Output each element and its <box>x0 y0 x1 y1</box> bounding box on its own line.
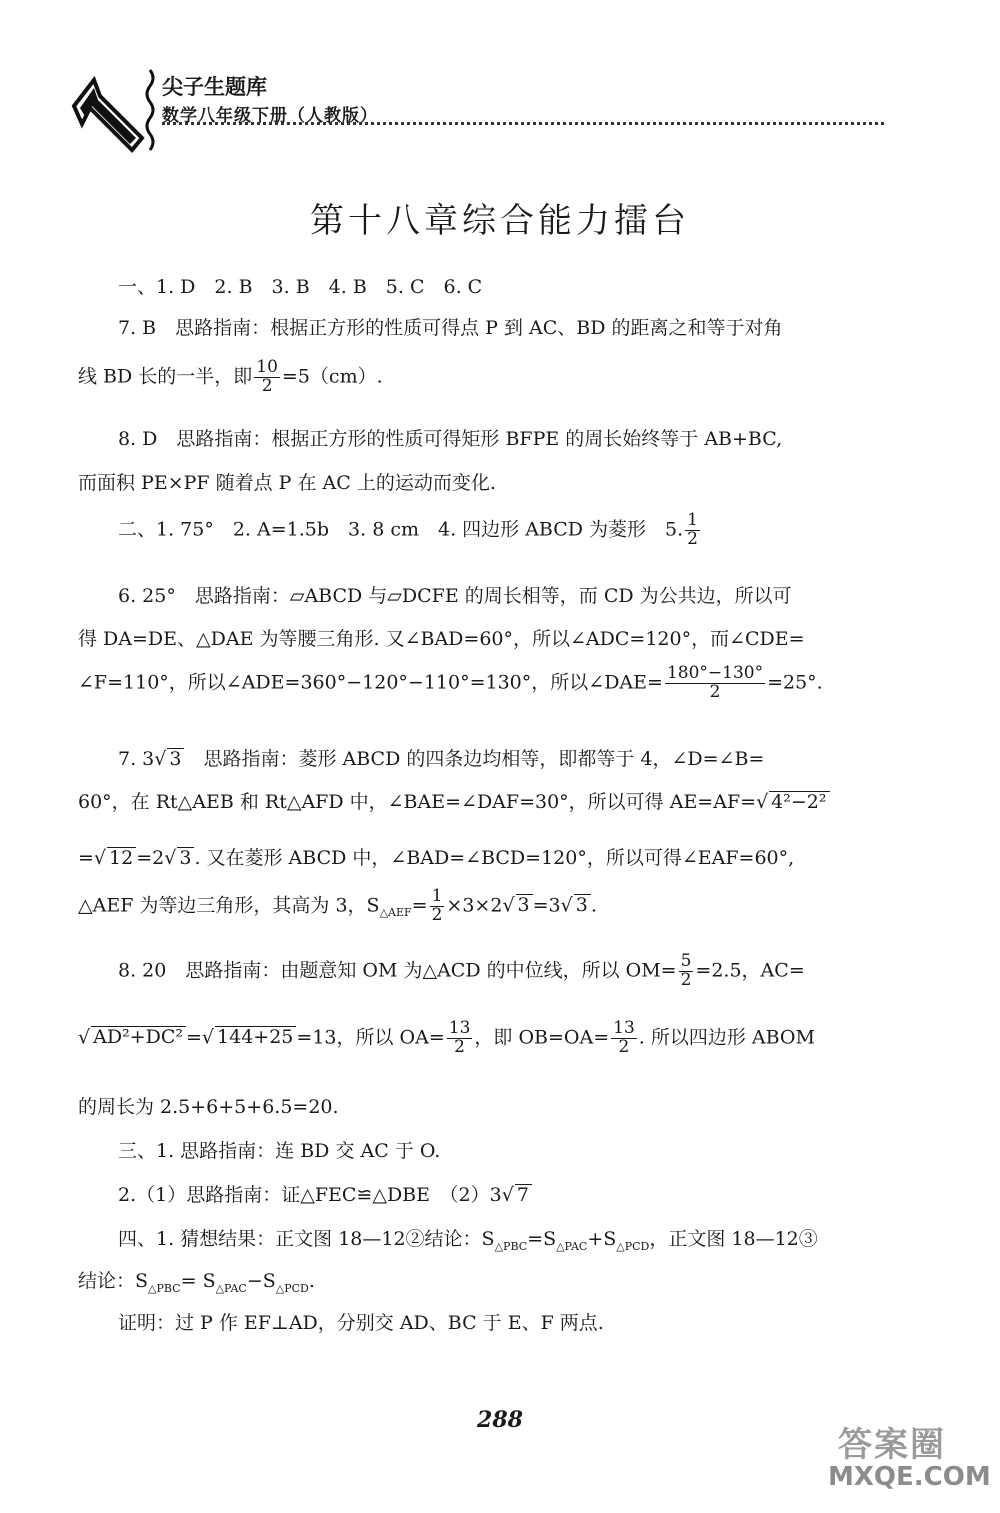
answer-line-8: 得 DA=DE、△DAE 为等腰三角形. 又∠BAD=60°，所以∠ADC=120°，而∠CDE= <box>78 628 805 650</box>
answer-line-21: 证明：过 P 作 EF⊥AD，分别交 AD、BC 于 E、F 两点. <box>118 1312 604 1334</box>
page-number: 288 <box>477 1407 523 1433</box>
answer-line-9: ∠F=110°，所以∠ADE=360°−120°−110°=130°，所以∠DAE= $\frac{180^\circ-130^\circ}{2}$ =25°. <box>78 663 823 702</box>
answer-line-14: 8. 20 思路指南：由题意知 OM 为△ACD 的中位线，所以 OM= $\frac{5}{2}$ =2.5，AC= <box>118 951 805 990</box>
fraction: $\frac{10}{2}$ <box>256 357 278 396</box>
answer-line-20: 结论：$S_{\triangle PBC}= S_{\triangle PAC}-S_{\triangle PCD}$. <box>78 1270 315 1295</box>
chapter-title: 第十八章综合能力擂台 <box>310 201 690 241</box>
book-series-title: 尖子生题库 <box>162 75 267 99</box>
answer-line-13: △AEF 为等边三角形，其高为 3，$S_{\triangle AEF}=$ $\frac{1}{2}$ ×3×2√ 3 =3√ 3 . <box>78 886 597 925</box>
answer-line-16: 的周长为 2.5+6+5+6.5=20. <box>78 1096 339 1118</box>
answer-line-7: 6. 25° 思路指南：▱ABCD 与▱DCFE 的周长相等，而 CD 为公共边，所以可 <box>118 585 792 607</box>
answer-line-19: 四、1. 猜想结果：正文图 18—12②结论：$S_{\triangle PBC}=S_{\triangle PAC}+S_{\triangle PCD}$，正文图 18—12③ <box>118 1228 818 1253</box>
answer-line-4: 8. D 思路指南：根据正方形的性质可得矩形 BFPE 的周长始终等于 AB+BC, <box>118 428 783 450</box>
answer-line-11: 60°，在 Rt△AEB 和 Rt△AFD 中，∠BAE=∠DAF=30°，所以可得 AE=AF=√ 4²−2² <box>78 787 830 814</box>
fraction: $\frac{1}{2}$ <box>687 510 698 549</box>
answer-line-1: 一、1. D 2. B 3. B 4. B 5. C 6. C <box>118 276 483 298</box>
site-watermark: 答案圈 MXQE.COM <box>828 1425 991 1492</box>
header-dotted-rule <box>162 122 884 125</box>
answer-line-18: 2.（1）思路指南：证△FEC≌△DBE （2）3√ 7 <box>118 1180 532 1207</box>
answer-line-17: 三、1. 思路指南：连 BD 交 AC 于 O. <box>118 1140 441 1162</box>
fraction: $\frac{1}{2}$ <box>431 886 443 925</box>
fraction: $\frac{180^\circ-130^\circ}{2}$ <box>666 663 764 702</box>
answer-line-6: 二、1. 75° 2. A=1.5b 3. 8 cm 4. 四边形 ABCD 为菱形 5. $\frac{1}{2}$ <box>118 510 698 549</box>
fraction: $\frac{13}{2}$ <box>613 1018 635 1057</box>
book-logo-arrow-icon <box>66 66 158 156</box>
answer-line-5: 而面积 PE×PF 随着点 P 在 AC 上的运动而变化. <box>78 472 496 494</box>
answer-line-2: 7. B 思路指南：根据正方形的性质可得点 P 到 AC、BD 的距离之和等于对角 <box>118 317 783 339</box>
book-subtitle: 数学八年级下册（人教版） <box>162 106 378 126</box>
fraction: $\frac{5}{2}$ <box>680 951 692 990</box>
answer-line-3: 线 BD 长的一半，即 $\frac{10}{2}$ =5（cm）. <box>78 357 383 396</box>
answer-line-15: √ AD²+DC² =√ 144+25 =13，所以 OA= $\frac{13}{2}$ ，即 OB=OA= $\frac{13}{2}$ . 所以四边形 ABOM <box>78 1018 815 1057</box>
fraction: $\frac{13}{2}$ <box>448 1018 471 1057</box>
answer-line-12: =√ 12 =2√ 3 . 又在菱形 ABCD 中，∠BAD=∠BCD=120°，所以可得∠EAF=60°, <box>78 847 795 869</box>
answer-line-10: 7. 3√ 3 思路指南：菱形 ABCD 的四条边均相等，即都等于 4，∠D=∠B= <box>118 748 765 770</box>
